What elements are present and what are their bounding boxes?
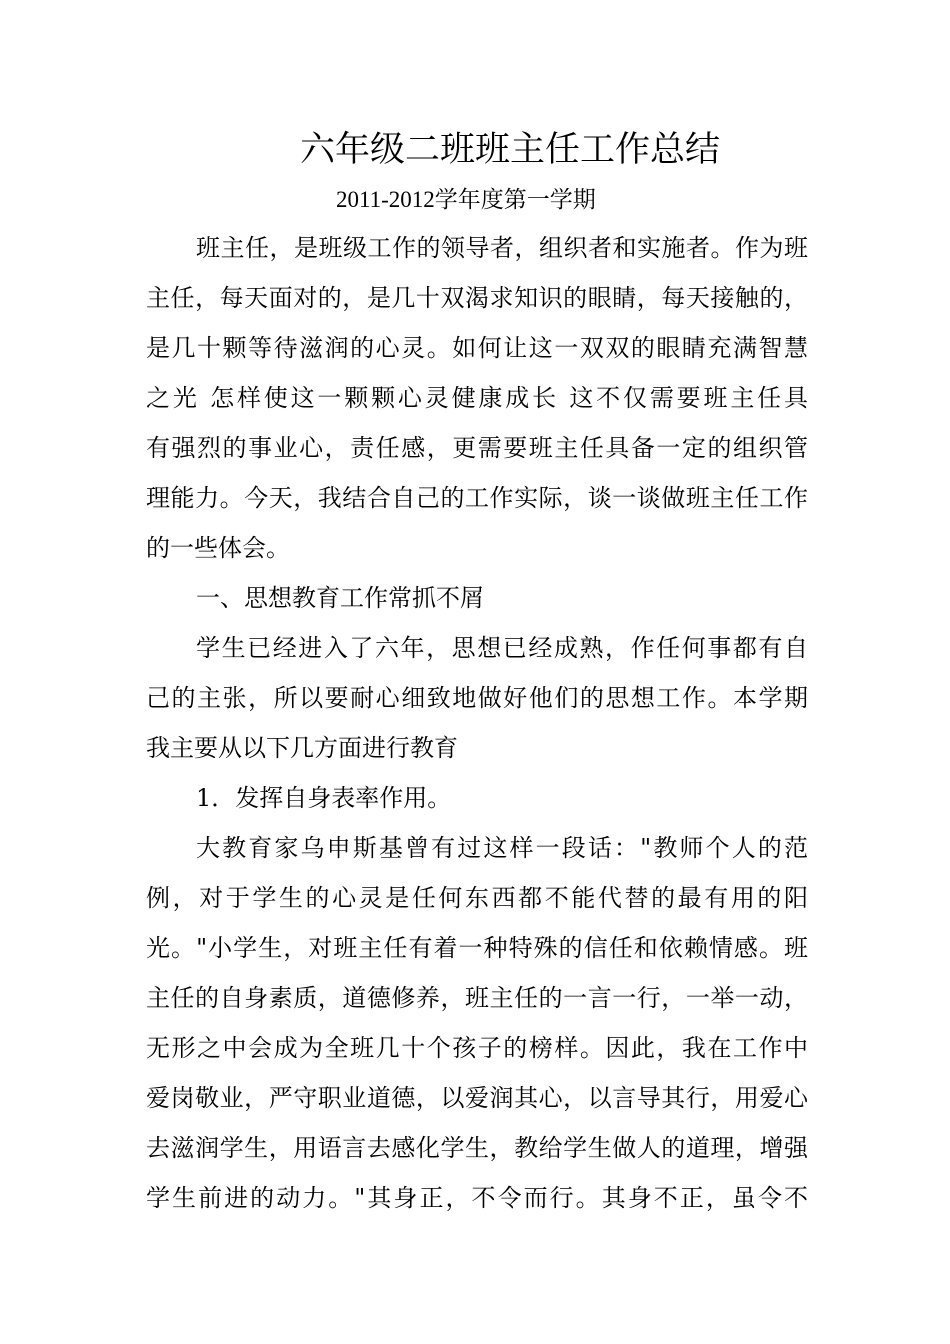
document-subtitle: 2011-2012学年度第一学期 [336, 187, 596, 212]
document-title: 六年级二班班主任工作总结 [300, 130, 721, 170]
paragraph-line: 无形之中会成为全班几十个孩子的榜样。因此，我在工作中 [146, 1034, 808, 1062]
paragraph-line: 之光 怎样使这一颗颗心灵健康成长 这不仅需要班主任具 [146, 384, 808, 412]
paragraph-line: 是几十颗等待滋润的心灵。如何让这一双双的眼睛充满智慧 [146, 334, 808, 362]
paragraph-line: 大教育家乌申斯基曾有过这样一段话："教师个人的范 [196, 834, 808, 862]
paragraph-line: 己的主张，所以要耐心细致地做好他们的思想工作。本学期 [146, 684, 808, 712]
paragraph-line: 光。"小学生，对班主任有着一种特殊的信任和依赖情感。班 [146, 934, 808, 962]
paragraph-line: 的一些体会。 [146, 534, 290, 562]
paragraph-line: 有强烈的事业心，责任感，更需要班主任具备一定的组织管 [146, 434, 808, 462]
paragraph-line: 爱岗敬业，严守职业道德，以爱润其心，以言导其行，用爱心 [146, 1084, 808, 1112]
paragraph-line: 主任，每天面对的，是几十双渴求知识的眼睛，每天接触的， [146, 284, 808, 312]
paragraph-line: 学生已经进入了六年，思想已经成熟，作任何事都有自 [196, 634, 808, 662]
paragraph-line: 主任的自身素质，道德修养，班主任的一言一行，一举一动， [146, 984, 808, 1012]
section-heading: 一、思想教育工作常抓不屑 [196, 584, 484, 612]
paragraph-line: 去滋润学生，用语言去感化学生，教给学生做人的道理，增强 [146, 1134, 808, 1162]
paragraph-line: 理能力。今天，我结合自己的工作实际，谈一谈做班主任工作 [146, 484, 808, 512]
paragraph-line: 我主要从以下几方面进行教育 [146, 734, 458, 762]
paragraph-line: 学生前进的动力。"其身正，不令而行。其身不正，虽令不 [146, 1184, 808, 1212]
paragraph-line: 班主任，是班级工作的领导者，组织者和实施者。作为班 [196, 234, 808, 262]
paragraph-line: 例，对于学生的心灵是任何东西都不能代替的最有用的阳 [146, 884, 808, 912]
subsection-heading: 1．发挥自身表率作用。 [196, 784, 452, 812]
